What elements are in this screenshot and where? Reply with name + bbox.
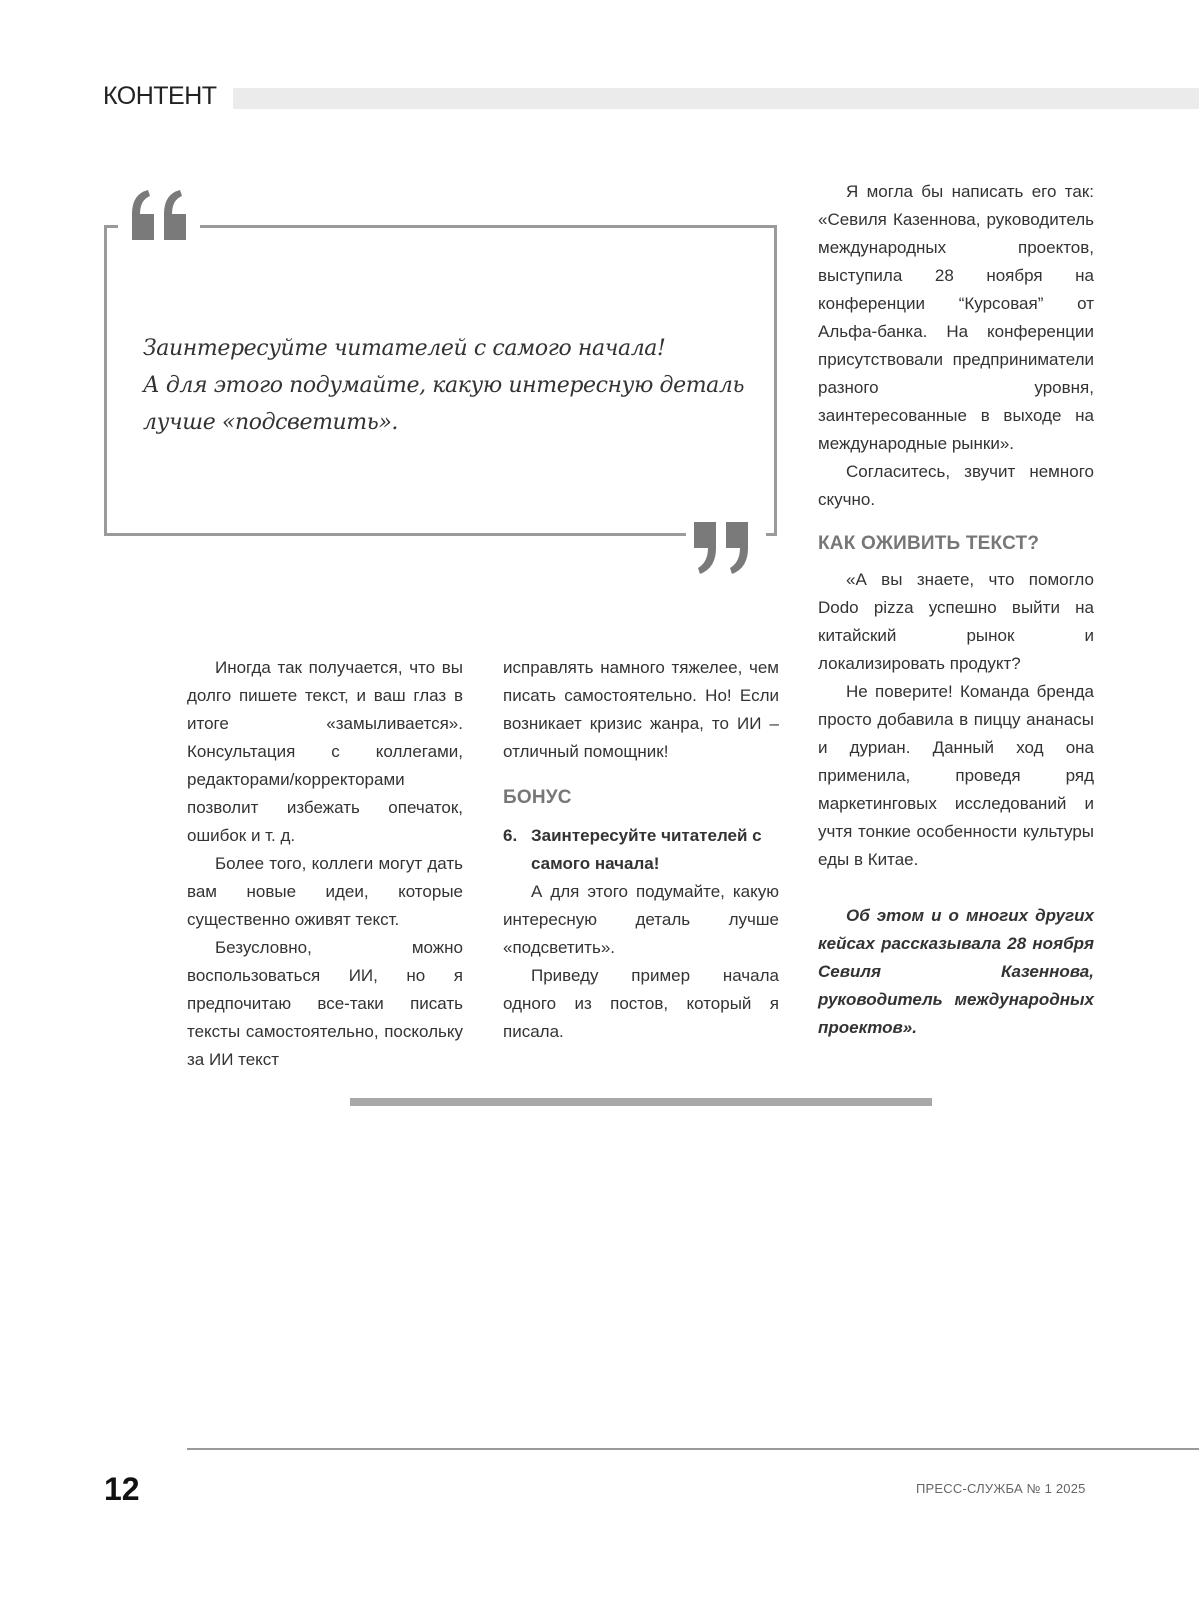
- article-column-2: [503, 654, 779, 1046]
- header-bar: [233, 88, 1199, 109]
- article-column-1: [187, 654, 463, 1074]
- pull-quote-line: Заинтересуйте читателей с самого начала!: [143, 336, 666, 361]
- paragraph: Не поверите! Команда бренда просто добавила в пиццу ананасы и дуриан. Данный ход она применила, проведя ряд маркетинговых исследований и учтя тонкие особенности культуры еды в Китае.: [818, 682, 1094, 869]
- paragraph: А для этого подумайте, какую интересную деталь лучше «подсветить».: [503, 882, 779, 957]
- section-heading: КАК ОЖИВИТЬ ТЕКСТ?: [818, 533, 1040, 554]
- paragraph: Я могла бы написать его так: «Севиля Казеннова, руководитель международных проектов, выступила 28 ноября на конференции “Курсовая” от Альфа-банка. На конференции присутствовали предприниматели разного уровня, заинтересованные в выходе на международные рынки».: [818, 182, 1094, 453]
- list-number: 6.: [503, 826, 518, 845]
- paragraph: Приведу пример начала одного из постов, который я писала.: [503, 966, 779, 1041]
- close-quote-icon: [686, 512, 766, 592]
- article-column-3: [818, 178, 1094, 1042]
- open-quote-icon: [118, 180, 200, 260]
- section-title: КОНТЕНТ: [103, 82, 217, 110]
- closing-paragraph: Об этом и о многих других кейсах рассказывала 28 ноября Севиля Казеннова, руководитель международных проектов».: [818, 906, 1094, 1037]
- section-divider: [350, 1098, 932, 1106]
- bonus-heading: БОНУС: [503, 787, 572, 808]
- list-item: [503, 822, 779, 878]
- paragraph: исправлять намного тяжелее, чем писать самостоятельно. Но! Если возникает кризис жанра, то ИИ – отличный помощник!: [503, 658, 779, 761]
- paragraph: Согласитесь, звучит немного скучно.: [818, 462, 1094, 509]
- pull-quote-line: лучше «подсветить».: [143, 410, 398, 435]
- pull-quote-line: А для этого подумайте, какую интересную деталь: [143, 373, 745, 398]
- paragraph: Иногда так получается, что вы долго пишете текст, и ваш глаз в итоге «замыливается». Консультация с коллегами, редакторами/корректорами позволит избежать опечаток, ошибок и т. д.: [187, 658, 463, 845]
- paragraph: Более того, коллеги могут дать вам новые идеи, которые существенно оживят текст.: [187, 854, 463, 929]
- pull-quote: [143, 330, 753, 441]
- list-title: Заинтересуйте читателей с самого начала!: [531, 826, 762, 873]
- footer-rule: [187, 1448, 1199, 1450]
- page-number: 12: [104, 1471, 140, 1507]
- paragraph: Безусловно, можно воспользоваться ИИ, но я предпочитаю все-таки писать тексты самостоятельно, поскольку за ИИ текст: [187, 938, 463, 1069]
- issue-label: ПРЕСС-СЛУЖБА № 1 2025: [916, 1481, 1086, 1496]
- paragraph: «А вы знаете, что помогло Dodo pizza успешно выйти на китайский рынок и локализировать продукт?: [818, 570, 1094, 673]
